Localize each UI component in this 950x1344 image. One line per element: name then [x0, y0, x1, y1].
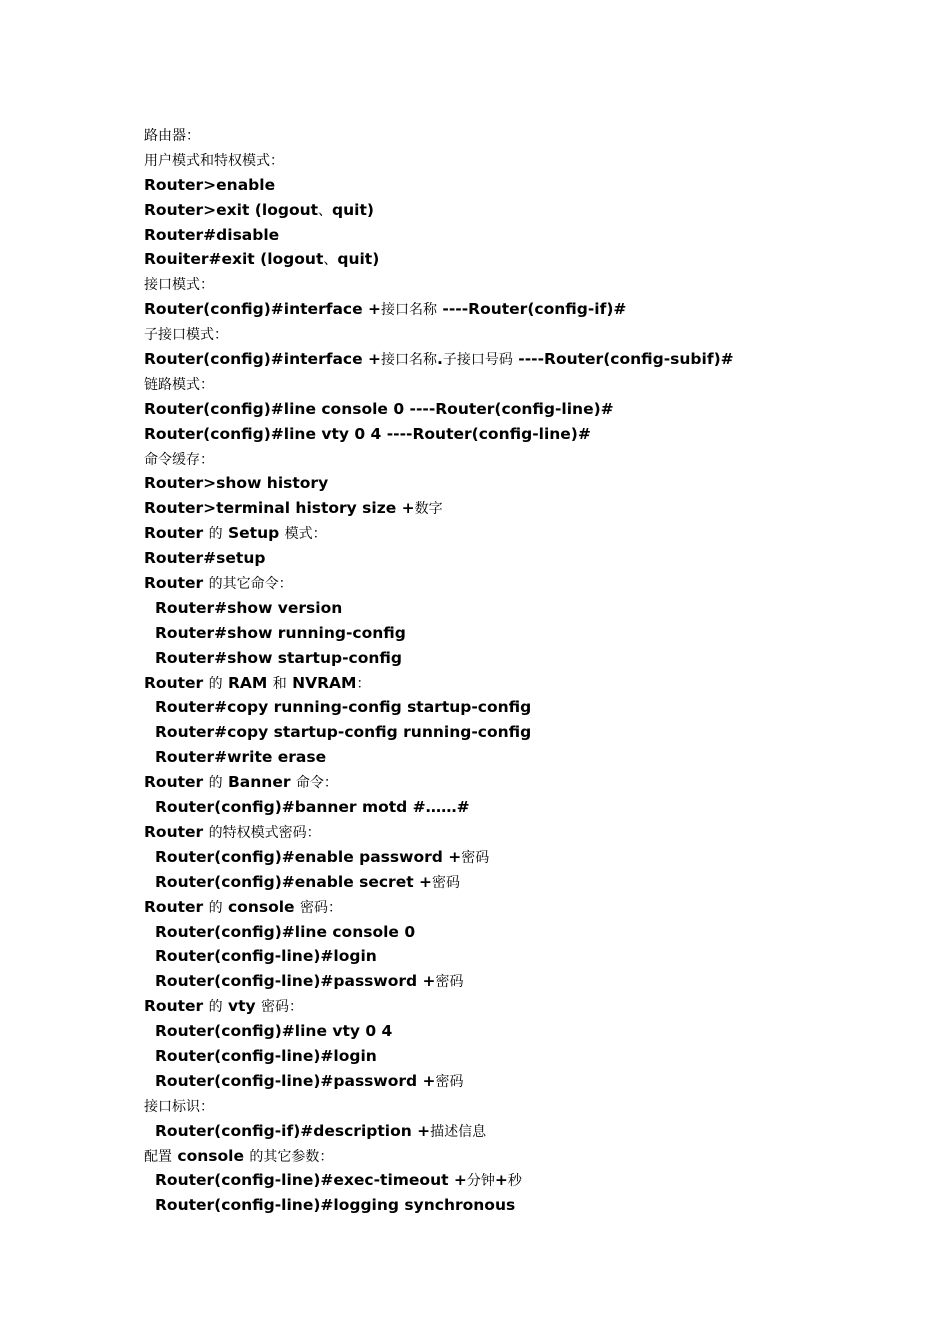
command-text: Router#show version [155, 598, 343, 617]
text-line [144, 223, 924, 248]
label-text: 的 [208, 899, 223, 916]
command-text: Router#copy startup-config running-config [155, 723, 532, 742]
label-text: 接口名称 [381, 302, 437, 319]
text-line [144, 571, 924, 596]
command-text: Router(config-line)#login [155, 1046, 377, 1065]
command-line [144, 845, 924, 870]
text-line [144, 447, 924, 472]
label-text: 命令缓存： [144, 451, 214, 468]
command-line [144, 944, 924, 969]
text-line [144, 123, 924, 148]
command-text: Router>exit (logout [144, 200, 319, 219]
command-text: Rouiter#exit (logout [144, 250, 324, 269]
command-line [144, 1193, 924, 1218]
label-text: 用户模式和特权模式： [144, 152, 284, 169]
command-line [144, 1019, 924, 1044]
document-page [144, 123, 924, 1218]
label-text: 数字 [414, 501, 443, 518]
label-text: 密码 [435, 1073, 464, 1090]
command-text: Router [144, 997, 209, 1016]
command-text: Router(config-if)#description + [155, 1121, 431, 1140]
text-line [144, 521, 924, 546]
command-line [144, 596, 924, 621]
label-text: 和 [272, 675, 287, 692]
command-text: vty [222, 997, 262, 1016]
command-line [144, 621, 924, 646]
command-text: Router#copy running-config startup-config [155, 698, 532, 717]
text-line [144, 322, 924, 347]
command-text: Router [144, 524, 209, 543]
label-text: 密码： [299, 899, 342, 916]
command-text: Router(config-line)#password + [155, 972, 436, 991]
text-line [144, 347, 924, 372]
command-text: Router#disable [144, 225, 280, 244]
command-text: quit) [332, 200, 374, 219]
command-line [144, 1044, 924, 1069]
label-text: 分钟 [466, 1173, 495, 1190]
label-text: ： [356, 675, 371, 692]
command-line [144, 695, 924, 720]
label-text: 路由器： [144, 128, 200, 144]
command-text: Router(config)#interface + [144, 300, 381, 319]
command-line [144, 795, 924, 820]
command-text: Router#show startup-config [155, 648, 402, 667]
command-line [144, 969, 924, 994]
command-text: Router(config)#line console 0 ----Router(config-line)# [144, 399, 614, 418]
command-line [144, 646, 924, 671]
text-line [144, 148, 924, 173]
command-line [144, 1168, 924, 1193]
text-line [144, 895, 924, 920]
command-text: Router(config-line)#login [155, 947, 377, 966]
text-line [144, 1144, 924, 1169]
command-text: Router(config-line)#password + [155, 1071, 436, 1090]
label-text: 描述信息 [430, 1123, 487, 1140]
command-line [144, 745, 924, 770]
label-text: 接口模式： [144, 277, 214, 294]
label-text: 的特权模式密码： [208, 824, 321, 841]
label-text: 模式： [284, 526, 327, 543]
text-line [144, 272, 924, 297]
text-line [144, 994, 924, 1019]
command-text: Router(config)#enable secret + [155, 872, 432, 891]
label-text: 的其它命令： [208, 576, 293, 593]
command-text: Router(config)#banner motd #……# [155, 798, 470, 817]
command-text: ----Router(config-subif)# [512, 350, 734, 369]
label-text: 的 [208, 526, 223, 543]
command-text: + [494, 1171, 508, 1190]
label-text: 密码 [432, 874, 460, 891]
label-text: 子接口模式： [144, 327, 228, 344]
command-text: ----Router(config-if)# [437, 300, 627, 319]
text-line [144, 422, 924, 447]
label-text: 子接口号码 [442, 352, 513, 369]
command-text: Router#setup [144, 549, 266, 568]
label-text: 的 [208, 775, 223, 792]
text-line [144, 671, 924, 696]
text-line [144, 770, 924, 795]
command-line [144, 870, 924, 895]
command-text: Router#show running-config [155, 623, 406, 642]
command-text: Router(config)#enable password + [155, 847, 462, 866]
label-text: 配置 [144, 1148, 172, 1165]
command-text: console [222, 897, 300, 916]
label-text: 秒 [507, 1173, 522, 1190]
command-text: quit) [337, 250, 380, 269]
command-text: Router>show history [144, 474, 329, 493]
label-text: 接口名称 [381, 352, 437, 369]
command-text: Router(config-line)#logging synchronous [155, 1196, 516, 1215]
text-line [144, 820, 924, 845]
text-line [144, 372, 924, 397]
label-text: 接口标识： [144, 1098, 214, 1115]
command-line [144, 720, 924, 745]
command-text: NVRAM [286, 673, 357, 692]
label-text: 、 [318, 202, 333, 219]
command-text: Router [144, 822, 209, 841]
command-text: Router(config)#line console 0 [155, 922, 416, 941]
command-text: Router [144, 574, 209, 593]
command-line [144, 1119, 924, 1144]
command-text: Router [144, 773, 209, 792]
text-line [144, 198, 924, 223]
command-line [144, 1069, 924, 1094]
label-text: 的 [208, 675, 223, 692]
command-text: . [437, 350, 443, 369]
label-text: 密码： [261, 999, 304, 1016]
text-line [144, 546, 924, 571]
command-text: console [172, 1146, 250, 1165]
command-text: Router(config)#interface + [144, 350, 381, 369]
label-text: 、 [323, 252, 338, 269]
command-text: Router(config)#line vty 0 4 ----Router(config-line)# [144, 424, 591, 443]
command-text: Banner [222, 773, 296, 792]
text-line [144, 397, 924, 422]
command-text: Setup [222, 524, 285, 543]
command-text: Router(config-line)#exec-timeout + [155, 1171, 467, 1190]
label-text: 命令： [295, 775, 338, 792]
text-line [144, 471, 924, 496]
command-text: Router>enable [144, 175, 276, 194]
text-line [144, 496, 924, 521]
label-text: 的其它参数： [249, 1148, 334, 1165]
text-line [144, 297, 924, 322]
command-text: Router>terminal history size + [144, 499, 415, 518]
command-text: Router#write erase [155, 748, 327, 767]
label-text: 密码 [435, 974, 464, 991]
command-text: RAM [222, 673, 273, 692]
command-text: Router(config)#line vty 0 4 [155, 1022, 393, 1041]
command-line [144, 920, 924, 945]
label-text: 的 [208, 999, 223, 1016]
text-line [144, 173, 924, 198]
label-text: 链路模式： [144, 376, 214, 393]
command-text: Router [144, 673, 209, 692]
label-text: 密码 [461, 849, 490, 866]
text-line [144, 247, 924, 272]
command-text: Router [144, 897, 209, 916]
text-line [144, 1094, 924, 1119]
